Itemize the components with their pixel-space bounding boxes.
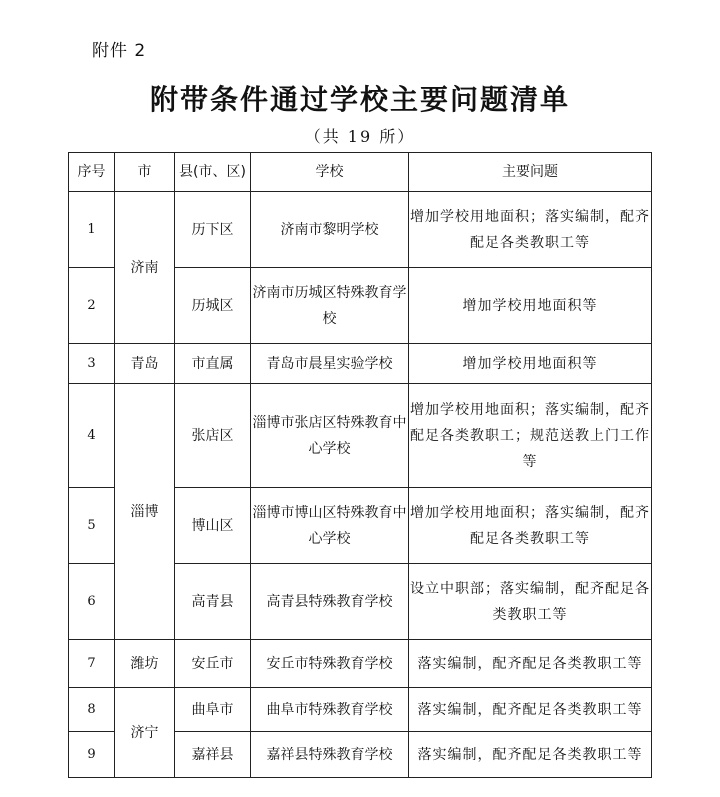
school-problem-table [68,152,652,778]
table-header-row [69,153,652,192]
row-county: 历城区 [175,268,251,344]
row-city: 潍坊 [115,640,175,688]
row-issue: 增加学校用地面积；落实编制，配齐配足各类教职工等 [409,192,652,268]
row-issue: 落实编制，配齐配足各类教职工等 [409,640,652,688]
row-no: 5 [69,488,115,564]
document-title: 附带条件通过学校主要问题清单 [149,83,570,116]
row-issue: 落实编制，配齐配足各类教职工等 [409,688,652,732]
row-no: 7 [69,640,115,688]
row-county: 曲阜市 [175,688,251,732]
row-issue: 增加学校用地面积等 [409,344,652,384]
row-school: 曲阜市特殊教育学校 [251,688,409,732]
row-county: 市直属 [175,344,251,384]
row-county: 博山区 [175,488,251,564]
row-issue: 设立中职部；落实编制，配齐配足各类教职工等 [409,564,652,640]
row-county: 安丘市 [175,640,251,688]
row-no: 6 [69,564,115,640]
row-issue: 增加学校用地面积；落实编制，配齐配足各类教职工；规范送教上门工作等 [409,384,652,488]
row-no: 4 [69,384,115,488]
row-issue: 落实编制，配齐配足各类教职工等 [409,732,652,778]
row-school: 济南市黎明学校 [251,192,409,268]
row-issue: 增加学校用地面积等 [409,268,652,344]
row-county: 张店区 [175,384,251,488]
row-school: 安丘市特殊教育学校 [251,640,409,688]
row-county: 高青县 [175,564,251,640]
table-row [69,640,652,688]
header-no: 序号 [69,153,115,192]
row-issue: 增加学校用地面积；落实编制，配齐配足各类教职工等 [409,488,652,564]
table-row [69,384,652,488]
table-row [69,192,652,268]
header-issue: 主要问题 [409,153,652,192]
row-school: 嘉祥县特殊教育学校 [251,732,409,778]
header-county: 县(市、区) [175,153,251,192]
row-city: 济南 [115,192,175,344]
row-no: 2 [69,268,115,344]
row-school: 高青县特殊教育学校 [251,564,409,640]
row-no: 9 [69,732,115,778]
header-school: 学校 [251,153,409,192]
row-school: 青岛市晨星实验学校 [251,344,409,384]
row-school: 淄博市张店区特殊教育中心学校 [251,384,409,488]
row-no: 1 [69,192,115,268]
row-school: 淄博市博山区特殊教育中心学校 [251,488,409,564]
row-school: 济南市历城区特殊教育学校 [251,268,409,344]
attachment-label: 附件 2 [92,41,147,61]
row-county: 嘉祥县 [175,732,251,778]
table-row [69,344,652,384]
row-city: 济宁 [115,688,175,778]
row-city: 淄博 [115,384,175,640]
row-county: 历下区 [175,192,251,268]
row-city: 青岛 [115,344,175,384]
row-no: 3 [69,344,115,384]
document-subtitle: （共 19 所） [304,127,416,146]
header-city: 市 [115,153,175,192]
row-no: 8 [69,688,115,732]
table-row [69,688,652,732]
